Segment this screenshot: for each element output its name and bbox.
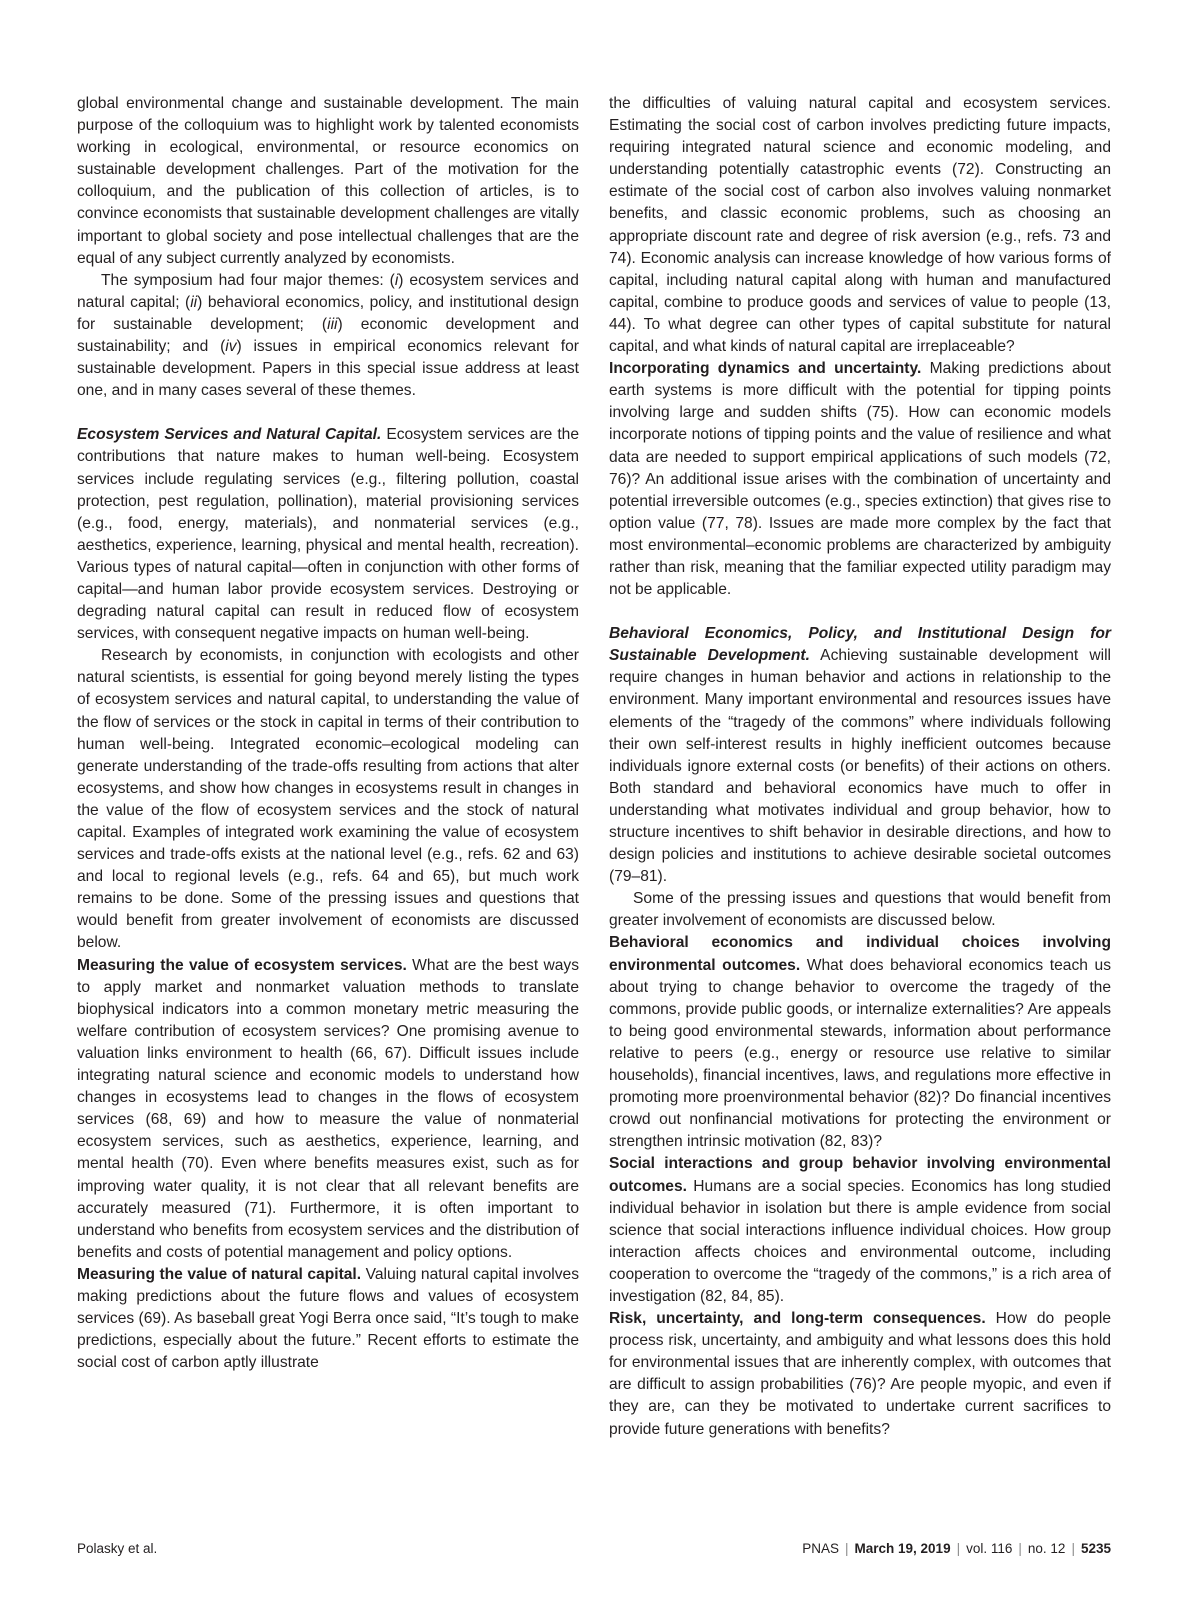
roman-numeral: ii <box>190 293 198 311</box>
subsection-heading: Measuring the value of natural capital. <box>77 1265 362 1283</box>
subsection-heading: Incorporating dynamics and uncertainty. <box>609 360 922 378</box>
subsection-measuring-ecosystem-services <box>77 955 579 1264</box>
subsection-body: Making predictions about earth systems is more difficult with the potential for tipping points involving large and sudden shifts (75). How can economic models incorporate notions of tipping points and the value of resilience and what data are needed to support empirical applications of such models (72, 76)? An additional issue arises with the combination of uncertainty and potential irreversible outcomes (e.g., species extinction) that gives rise to option value (77, 78). Issues are made more complex by the fact that most environmental–economic problems are characterized by ambiguity rather than risk, meaning that the familiar expected utility paradigm may not be applicable. <box>609 360 1111 599</box>
subsection-individual-choices <box>609 932 1111 1153</box>
text-run: ) ecosystem services and natural capital; ( <box>77 271 579 311</box>
footer-separator: | <box>1071 1541 1075 1556</box>
subsection-dynamics-uncertainty <box>609 358 1111 601</box>
footer-journal: PNAS <box>802 1541 839 1556</box>
footer-citation <box>802 1540 1111 1558</box>
roman-numeral: iii <box>327 315 338 333</box>
section-body: Ecosystem services are the contributions that nature makes to human well-being. Ecosystem services include regulating services (e.g., filtering pollution, coastal protection, pest regulation, pollination), material provisioning services (e.g., food, energy, materials), and nonmaterial services (e.g., aesthetics, experience, learning, physical and mental health, recreation). Various types of natural capital—often in conjunction with other forms of capital—and human labor provide ecosystem services. Destroying or degrading natural capital can result in reduced flow of ecosystem services, with consequent negative impacts on human well-being. <box>77 426 579 643</box>
subsection-body: What are the best ways to apply market and nonmarket valuation methods to translate biophysical indicators into a common monetary metric measuring the welfare contribution of ecosystem services? One promising avenue to valuation links environment to health (66, 67). Difficult issues include integrating natural science and economic models to understand how changes in ecosystems lead to changes in the flows of ecosystem services (68, 69) and how to measure the value of nonmaterial ecosystem services, such as aesthetics, experience, learning, and mental health (70). Even where benefits measures exist, such as for improving water quality, it is not clear that all relevant benefits are accurately measured (71). Furthermore, it is often important to understand who benefits from ecosystem services and the distribution of benefits and costs of potential management and policy options. <box>77 956 579 1261</box>
paragraph-themes <box>77 270 579 403</box>
footer-separator: | <box>1018 1541 1022 1556</box>
footer-page-number: 5235 <box>1080 1541 1111 1556</box>
section-heading: Ecosystem Services and Natural Capital. <box>77 426 382 444</box>
subsection-risk-uncertainty <box>609 1308 1111 1441</box>
text-run: ) behavioral economics, policy, and institutional design for sustainable development; ( <box>77 293 579 333</box>
subsection-heading: Measuring the value of ecosystem services. <box>77 956 407 974</box>
subsection-body: What does behavioral economics teach us about trying to change behavior to overcome the tragedy of the commons, provide public goods, or internalize externalities? Are appeals to being good environmental stewards, information about performance relative to peers (e.g., energy or resource use relative to similar households), financial incentives, laws, and regulations more effective in promoting more proenvironmental behavior (82)? Do financial incentives crowd out nonfinancial motivations for protecting the environment or strengthen intrinsic motivation (82, 83)? <box>609 956 1111 1151</box>
footer-volume: vol. 116 <box>966 1541 1013 1556</box>
footer-issue: no. 12 <box>1027 1541 1066 1556</box>
subsection-heading: Social interactions and group behavior involving environmental outcomes. <box>609 1155 1111 1195</box>
text-run: ) issues in empirical economics relevant for sustainable development. Papers in this special issue address at least one, and in many cases several of these themes. <box>77 338 579 400</box>
text-run: The symposium had four major themes: ( <box>101 271 395 289</box>
footer-separator: | <box>845 1541 849 1556</box>
paragraph: global environmental change and sustainable development. The main purpose of the colloquium was to highlight work by talented economists working in ecological, environmental, or resource economics on sustainable development challenges. Part of the motivation for the colloquium, and the publication of this collection of articles, is to convince economists that sustainable development challenges are vitally important to global society and pose intellectual challenges that are the equal of any subject currently analyzed by economists. <box>77 95 579 267</box>
roman-numeral: iv <box>225 338 237 356</box>
paragraph: the difficulties of valuing natural capital and ecosystem services. Estimating the social cost of carbon involves predicting future impacts, requiring integrated natural science and economic modeling, and understanding potentially catastrophic events (72). Constructing an estimate of the social cost of carbon also involves valuing nonmarket benefits, and classic economic problems, such as choosing an appropriate discount rate and degree of risk aversion (e.g., refs. 73 and 74). Economic analysis can increase knowledge of how various forms of capital, including natural capital along with human and manufactured capital, combine to produce goods and services of value to people (13, 44). To what degree can other types of capital substitute for natural capital, and what kinds of natural capital are irreplaceable? <box>609 95 1111 356</box>
subsection-body: How do people process risk, uncertainty, and ambiguity and what lessons does this hold for environmental issues that are inherently complex, with outcomes that are difficult to assign probabilities (76)? Are people myopic, and even if they are, can they be motivated to undertake current sacrifices to provide future generations with benefits? <box>609 1310 1111 1438</box>
footer-date: March 19, 2019 <box>854 1541 951 1556</box>
footer-separator: | <box>956 1541 961 1556</box>
subsection-body: Humans are a social species. Economics has long studied individual behavior in isolation but there is ample evidence from social science that social interactions influence individual choices. How group interaction affects choices and environmental outcome, including cooperation to overcome the “tragedy of the commons,” is a rich area of investigation (82, 84, 85). <box>609 1177 1111 1305</box>
subsection-heading: Risk, uncertainty, and long-term consequences. <box>609 1310 986 1328</box>
footer-authors: Polasky et al. <box>77 1541 158 1556</box>
subsection-social-interactions <box>609 1153 1111 1308</box>
section-ecosystem-services <box>77 424 579 645</box>
paragraph: Research by economists, in conjunction with ecologists and other natural scientists, is essential for going beyond merely listing the types of ecosystem services and natural capital, to understanding the value of the flow of services or the stock in capital in terms of their contribution to human well-being. Integrated economic–ecological modeling can generate understanding of the trade-offs resulting from actions that alter ecosystems, and show how changes in ecosystems result in changes in the value of the flow of ecosystem services and the stock of natural capital. Examples of integrated work examining the value of ecosystem services and trade-offs exists at the national level (e.g., refs. 62 and 63) and local to regional levels (e.g., refs. 64 and 65), but much work remains to be done. Some of the pressing issues and questions that would benefit from greater involvement of economists are discussed below. <box>77 647 579 952</box>
paragraph: Some of the pressing issues and questions that would benefit from greater involvement of economists are discussed below. <box>609 890 1111 930</box>
left-column <box>77 93 579 1374</box>
right-column <box>609 93 1111 1441</box>
roman-numeral: i <box>394 271 399 289</box>
subsection-measuring-natural-capital <box>77 1264 579 1374</box>
text-run: ) economic development and sustainability; and ( <box>77 315 579 356</box>
subsection-heading: Behavioral economics and individual choices involving environmental outcomes. <box>609 934 1111 974</box>
section-heading: Behavioral Economics, Policy, and Institutional Design for Sustainable Development. <box>609 625 1111 665</box>
subsection-body: Valuing natural capital involves making predictions about the future flows and values of ecosystem services (69). As baseball great Yogi Berra once said, “It’s tough to make predictions, especially about the future.” Recent efforts to estimate the social cost of carbon aptly illustrate <box>77 1265 579 1372</box>
section-body: Achieving sustainable development will require changes in human behavior and actions in relationship to the environment. Many important environmental and resources issues have elements of the “tragedy of the commons” where individuals following their own self-interest results in highly inefficient outcomes because individuals ignore external costs (or benefits) of their actions on others. Both standard and behavioral economics have much to offer in understanding what motivates individual and group behavior, how to structure incentives to shift behavior in desirable directions, and how to design policies and institutions to achieve desirable societal outcomes (79–81). <box>609 647 1111 886</box>
section-behavioral-economics <box>609 623 1111 888</box>
